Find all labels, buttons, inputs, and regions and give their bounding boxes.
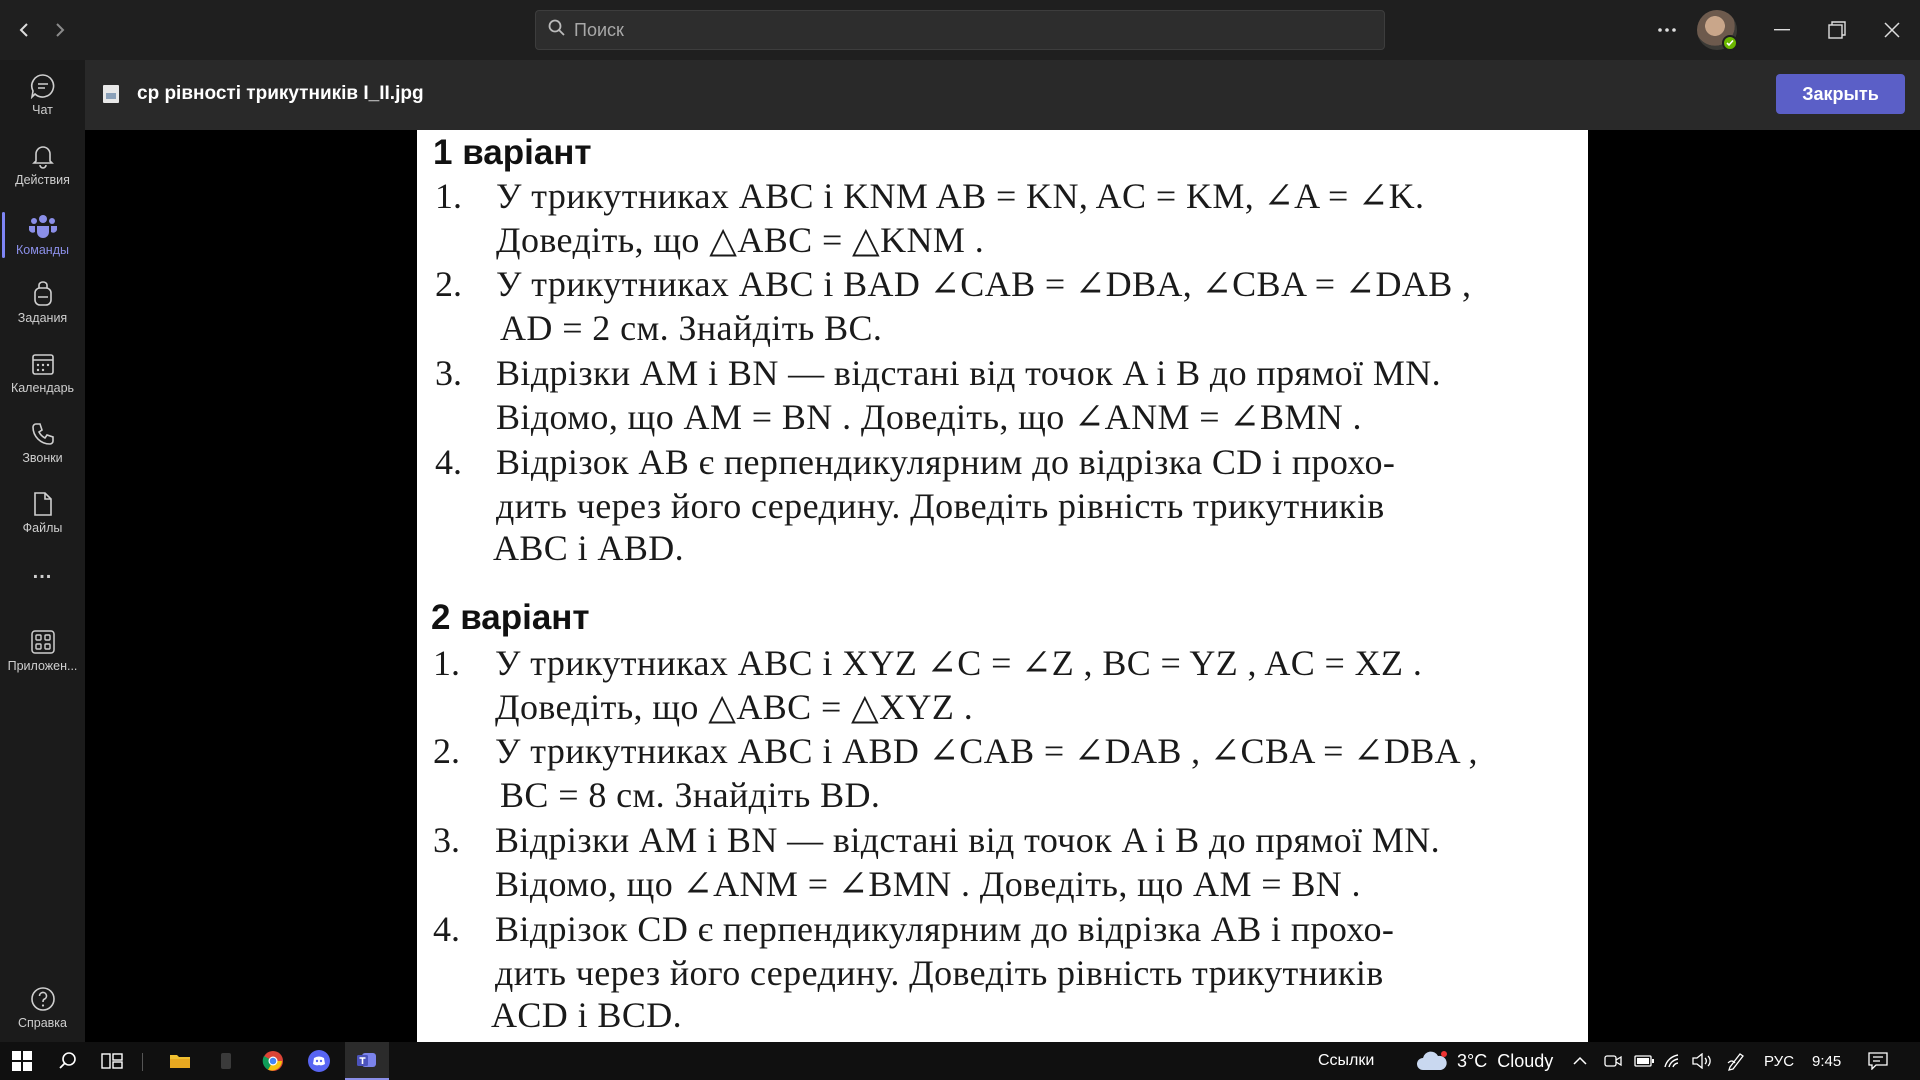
problem-number: 1. [433, 643, 460, 683]
rail-item-chat[interactable] [0, 62, 85, 128]
close-icon[interactable] [1874, 12, 1910, 48]
rail-item-label: Чат [32, 103, 53, 117]
help-button[interactable] [0, 975, 85, 1041]
app-rail [0, 60, 85, 1042]
search-icon [548, 19, 566, 42]
restore-icon[interactable] [1819, 12, 1855, 48]
rail-item-apps[interactable] [0, 618, 85, 684]
minimize-icon[interactable] [1764, 12, 1800, 48]
problem-number: 3. [433, 820, 460, 860]
problem-number: 2. [433, 731, 460, 771]
problem-line: Відомо, що ∠ANM = ∠BMN . Доведіть, що AM = BN . [495, 864, 1361, 904]
rail-item-activity[interactable] [0, 132, 85, 198]
volume-icon[interactable] [1692, 1042, 1714, 1080]
problem-line: У трикутниках ABC і KNM AB = KN, AC = KM, ∠A = ∠K. [496, 176, 1425, 216]
problem-number: 1. [435, 176, 462, 216]
problem-line: У трикутниках ABC і XYZ ∠C = ∠Z , BC = YZ , AC = XZ . [495, 643, 1423, 683]
clock[interactable] [1812, 1042, 1841, 1080]
problem-line: AD = 2 см. Знайдіть BC. [500, 308, 883, 348]
wifi-icon[interactable] [1664, 1042, 1682, 1080]
rail-item-label: Задания [17, 311, 68, 325]
forward-icon[interactable] [46, 16, 74, 44]
file-icon [32, 491, 54, 517]
problem-line: Доведіть, що △ABC = △XYZ . [495, 687, 974, 727]
rail-item-assignments[interactable] [0, 270, 85, 336]
rail-more-button[interactable] [0, 552, 85, 592]
bell-icon [30, 143, 56, 169]
problem-line: Доведіть, що △ABC = △KNM . [496, 220, 985, 260]
discord-icon[interactable] [299, 1042, 339, 1080]
rail-item-teams[interactable] [0, 202, 85, 268]
help-icon [30, 986, 56, 1012]
variant-1-heading: 1 варіант [433, 133, 592, 172]
chat-icon [30, 73, 56, 99]
notifications-icon[interactable] [1868, 1042, 1888, 1080]
image-file-icon [103, 85, 119, 103]
cloud-icon [1415, 1050, 1449, 1072]
pen-icon[interactable] [1726, 1042, 1746, 1080]
title-bar [0, 0, 1920, 60]
language-indicator[interactable] [1764, 1042, 1794, 1080]
document-image [417, 130, 1588, 1042]
problem-line: ACD і BCD. [491, 995, 683, 1035]
problem-line: У трикутниках ABC і BAD ∠CAB = ∠DBA, ∠CBA = ∠DAB , [496, 264, 1472, 304]
problem-line: Відрізок CD є перпендикулярним до відрізка AB і прохо- [495, 909, 1395, 949]
problem-line: У трикутниках ABC і ABD ∠CAB = ∠DAB , ∠CBA = ∠DBA , [495, 731, 1478, 771]
backpack-icon [31, 281, 55, 307]
chrome-icon[interactable] [253, 1042, 293, 1080]
language-label: РУС [1764, 1052, 1795, 1070]
teams-icon [28, 213, 58, 239]
file-name: ср рівності трикутників I_II.jpg [137, 83, 424, 104]
problem-line: дить через його середину. Доведіть рівність трикутників [496, 486, 1385, 526]
rail-item-calls[interactable] [0, 410, 85, 476]
teams-icon[interactable] [345, 1042, 389, 1080]
clock-time: 9:45 [1812, 1052, 1842, 1070]
search-input[interactable] [574, 20, 1354, 41]
problem-line: Відрізки AM і BN — відстані від точок A і B до прямої MN. [495, 820, 1441, 860]
problem-number: 3. [435, 353, 462, 393]
presence-available-icon [1722, 35, 1738, 51]
file-header [85, 60, 1920, 130]
phone-icon [30, 421, 56, 447]
problem-line: дить через його середину. Доведіть рівність трикутників [495, 953, 1384, 993]
battery-icon[interactable] [1634, 1042, 1654, 1080]
rail-item-label: Календарь [10, 381, 75, 395]
back-icon[interactable] [10, 16, 38, 44]
rail-item-label: Звонки [22, 451, 63, 465]
file-explorer-icon[interactable] [160, 1042, 200, 1080]
problem-number: 4. [435, 442, 462, 482]
apps-icon [30, 629, 56, 655]
more-icon: ... [32, 560, 53, 583]
windows-start-icon[interactable] [0, 1042, 44, 1080]
image-viewer [85, 130, 1920, 1042]
search-icon[interactable] [48, 1042, 88, 1080]
app-icon[interactable] [206, 1042, 246, 1080]
problem-number: 4. [433, 909, 460, 949]
weather-widget[interactable] [1415, 1042, 1553, 1080]
search-box[interactable] [535, 10, 1385, 50]
links-toolbar[interactable] [1318, 1042, 1374, 1080]
rail-item-label: Файлы [22, 521, 63, 535]
weather-text: 3°C Cloudy [1457, 1050, 1554, 1071]
links-label: Ссылки [1318, 1052, 1375, 1069]
rail-item-calendar[interactable] [0, 340, 85, 406]
problem-number: 2. [435, 264, 462, 304]
problem-line: Відрізки AM і BN — відстані від точок A і B до прямої MN. [496, 353, 1442, 393]
rail-item-label: Команды [16, 243, 69, 257]
taskbar [0, 1042, 1920, 1080]
variant-2-heading: 2 варіант [431, 598, 590, 637]
task-view-icon[interactable] [92, 1042, 132, 1080]
meet-now-icon[interactable] [1604, 1042, 1622, 1080]
problem-line: Відомо, що AM = BN . Доведіть, що ∠ANM = ∠BMN . [496, 397, 1362, 437]
problem-line: BC = 8 см. Знайдіть BD. [500, 775, 881, 815]
chevron-up-icon[interactable] [1572, 1042, 1588, 1080]
problem-line: ABC і ABD. [493, 528, 685, 568]
close-button[interactable]: Закрыть [1776, 74, 1905, 114]
rail-item-label: Приложен... [7, 659, 78, 673]
rail-item-files[interactable] [0, 480, 85, 546]
more-icon[interactable] [1649, 12, 1685, 48]
help-label: Справка [17, 1016, 68, 1030]
calendar-icon [30, 351, 56, 377]
problem-line: Відрізок AB є перпендикулярним до відрізка CD і прохо- [496, 442, 1396, 482]
rail-item-label: Действия [15, 173, 70, 187]
